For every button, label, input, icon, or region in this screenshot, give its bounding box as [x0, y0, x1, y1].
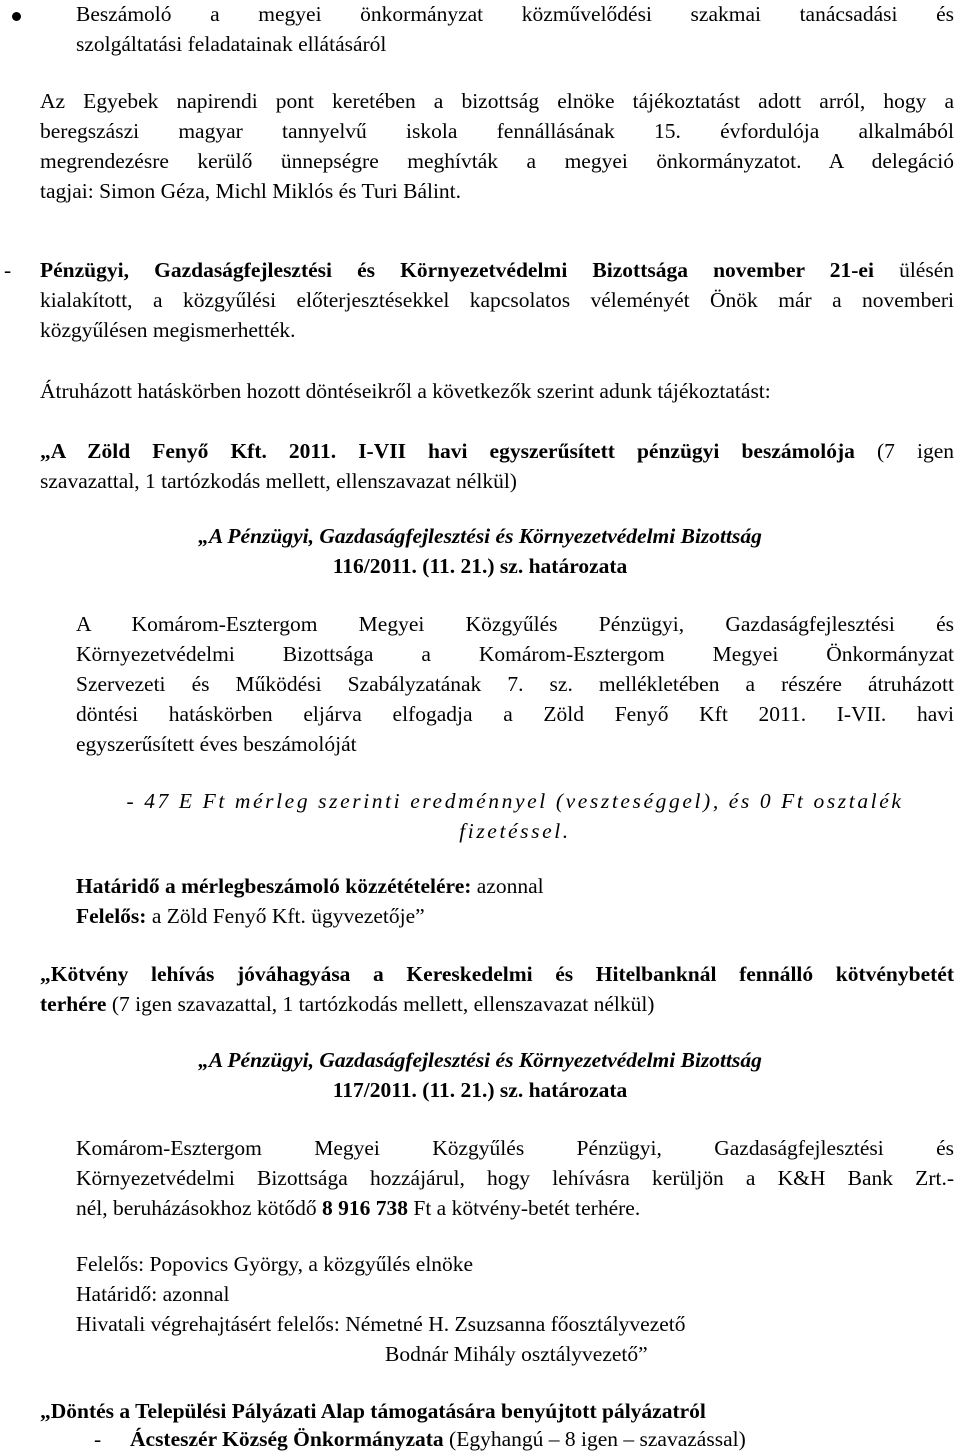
- item2-heading-rest: (7 igen szavazattal, 1 tartózkodás mellett, ellenszavazat nélkül): [106, 992, 655, 1016]
- resolution-116-number: 116/2011. (11. 21.) sz. határozata: [332, 554, 628, 578]
- resolution-116-title: „A Pénzügyi, Gazdaságfejlesztési és Környezetvédelmi Bizottság: [198, 524, 762, 548]
- item1-deadline: [76, 872, 544, 902]
- resolution-116-body-line-1: A Komárom-Esztergom Megyei Közgyűlés Pénzügyi, Gazdaságfejlesztési és: [76, 612, 954, 636]
- item3-applicant: [130, 1425, 746, 1455]
- resolution-116-body-line-2: Környezetvédelmi Bizottsága a Komárom-Esztergom Megyei Önkormányzat: [76, 642, 954, 666]
- resolution-117-title: „A Pénzügyi, Gazdaságfejlesztési és Környezetvédelmi Bizottság: [198, 1048, 762, 1072]
- resolution-116-body-line-4: döntési hatáskörben eljárva elfogadja a Zöld Fenyő Kft 2011. I-VII. havi: [76, 702, 954, 726]
- body-text-end: Ft a kötvény-betét terhére.: [407, 1196, 641, 1220]
- bullet-icon: [12, 1, 32, 31]
- item1-deadline-value: azonnal: [471, 874, 544, 898]
- resolution-117-number: 117/2011. (11. 21.) sz. határozata: [332, 1078, 628, 1102]
- bullet-title-line-2: szolgáltatási feladatainak ellátásáról: [76, 32, 387, 56]
- item2-responsible: Felelős: Popovics György, a közgyűlés elnöke: [76, 1252, 474, 1276]
- item1-responsible: [76, 902, 425, 932]
- other-paragraph-line-3: megrendezésre kerülő ünnepségre meghívták a megyei önkormányzatot. A delegáció: [40, 149, 954, 173]
- resolution-116-body-line-5: egyszerűsített éves beszámolóját: [76, 732, 357, 756]
- bond-amount: 8 916 738: [321, 1196, 408, 1220]
- item1-responsible-label: Felelős:: [76, 904, 147, 928]
- item2-heading-line-2: [40, 990, 654, 1020]
- item1-deadline-label: Határidő a mérlegbeszámoló közzétételére:: [76, 874, 472, 898]
- item2-deadline: Határidő: azonnal: [76, 1282, 230, 1306]
- item1-heading-rest: (7 igen: [854, 439, 954, 463]
- item1-heading-line-1: [40, 437, 954, 467]
- item1-heading-bold: „A Zöld Fenyő Kft. 2011. I-VII havi egyszerűsített pénzügyi beszámolója: [40, 439, 855, 463]
- transferred-decisions-text: Átruházott hatáskörben hozott döntéseikről a következők szerint adunk tájékoztatást:: [40, 379, 771, 403]
- body-text: nél, beruházásokhoz kötődő: [76, 1196, 322, 1220]
- bullet-title-line-1: Beszámoló a megyei önkormányzat közművelődési szakmai tanácsadási és: [76, 2, 954, 26]
- item1-heading-line-2: szavazattal, 1 tartózkodás mellett, ellenszavazat nélkül): [40, 469, 517, 493]
- item2-heading-line-1: „Kötvény lehívás jóváhagyása a Kereskedelmi és Hitelbanknál fennálló kötvénybetét: [40, 962, 954, 986]
- committee-intro-line-3: közgyűlésen megismerhették.: [40, 318, 296, 342]
- item2-heading-bold: terhére: [40, 992, 107, 1016]
- resolution-117-body-line-1: Komárom-Esztergom Megyei Közgyűlés Pénzügyi, Gazdaságfejlesztési és: [76, 1136, 954, 1160]
- result-line-2: fizetéssel.: [459, 819, 571, 843]
- list-dash: -: [4, 258, 12, 282]
- item3-heading: „Döntés a Települési Pályázati Alap támogatására benyújtott pályázatról: [40, 1399, 706, 1423]
- item3-dash: -: [94, 1427, 102, 1451]
- committee-rest: ülésén: [873, 258, 954, 282]
- resolution-116-body-line-3: Szervezeti és Működési Szabályzatának 7. sz. mellékletében a részére átruházott: [76, 672, 954, 696]
- item2-official-2: Bodnár Mihály osztályvezető”: [385, 1342, 648, 1366]
- applicant-vote: (Egyhangú – 8 igen – szavazással): [443, 1427, 746, 1451]
- result-line-1: - 47 E Ft mérleg szerinti eredménnyel (veszteséggel), és 0 Ft osztalék: [126, 789, 904, 813]
- resolution-117-body-line-2: Környezetvédelmi Bizottsága hozzájárul, hogy lehívásra kerüljön a K&H Bank Zrt.-: [76, 1166, 954, 1190]
- other-paragraph-line-1: Az Egyebek napirendi pont keretében a bizottság elnöke tájékoztatást adott arról, hogy a: [40, 89, 954, 113]
- committee-name: Pénzügyi, Gazdaságfejlesztési és Környezetvédelmi Bizottsága november 21-ei: [40, 258, 874, 282]
- item2-official: Hivatali végrehajtásért felelős: Németné H. Zsuzsanna főosztályvezető: [76, 1312, 686, 1336]
- committee-intro-line-1: [40, 256, 954, 286]
- committee-intro-line-2: kialakított, a közgyűlési előterjesztésekkel kapcsolatos véleményét Önök már a novemberi: [40, 288, 954, 312]
- other-paragraph-line-4: tagjai: Simon Géza, Michl Miklós és Turi Bálint.: [40, 179, 462, 203]
- other-paragraph-line-2: beregszászi magyar tannyelvű iskola fennállásának 15. évfordulója alkalmából: [40, 119, 954, 143]
- item1-responsible-value: a Zöld Fenyő Kft. ügyvezetője”: [146, 904, 425, 928]
- applicant-name: Ácsteszér Község Önkormányzata: [130, 1427, 444, 1451]
- resolution-117-body-line-3: [76, 1194, 640, 1224]
